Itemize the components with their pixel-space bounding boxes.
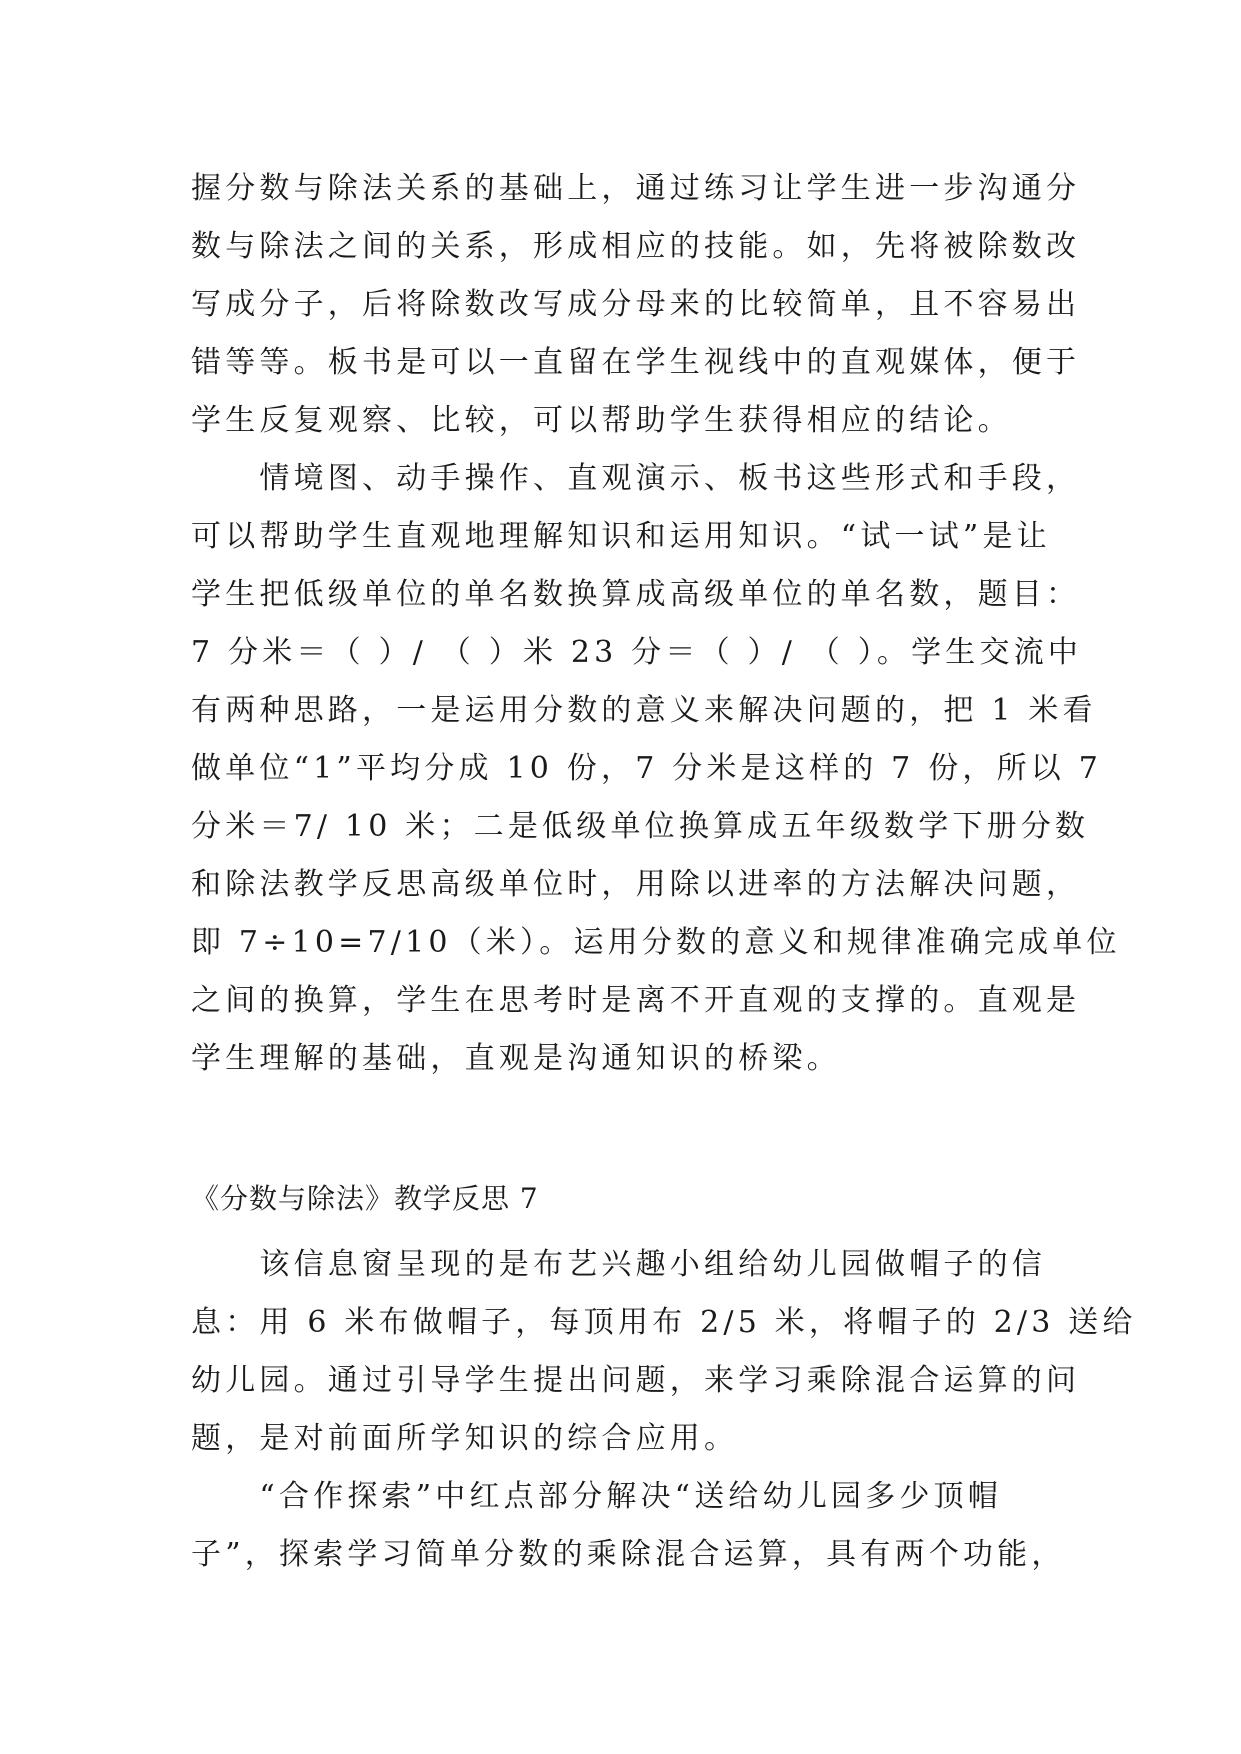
text-line: 分米＝7/ 10 米；二是低级单位换算成五年级数学下册分数 [191, 809, 1090, 844]
text-line: 错等等。板书是可以一直留在学生视线中的直观媒体，便于 [191, 345, 1081, 380]
text-line: 之间的换算，学生在思考时是离不开直观的支撑的。直观是 [191, 983, 1081, 1018]
text-line: 数与除法之间的关系，形成相应的技能。如，先将被除数改 [191, 229, 1081, 264]
text-line: 子”，探索学习简单分数的乘除混合运算，具有两个功能， [191, 1537, 1066, 1572]
text-line: 情境图、动手操作、直观演示、板书这些形式和手段， [191, 461, 1081, 496]
text-line: 学生理解的基础，直观是沟通知识的桥梁。 [191, 1041, 841, 1076]
text-line: 可以帮助学生直观地理解知识和运用知识。“试一试”是让 [191, 519, 1051, 554]
text-line: 学生反复观察、比较，可以帮助学生获得相应的结论。 [191, 403, 1012, 438]
text-line: 和除法教学反思高级单位时，用除以进率的方法解决问题， [191, 867, 1081, 902]
text-line: “合作探索”中红点部分解决“送给幼儿园多少顶帽 [191, 1479, 1003, 1514]
text-line: 写成分子，后将除数改写成分母来的比较简单，且不容易出 [191, 287, 1081, 322]
heading-gap [191, 1224, 1051, 1236]
text-line: 即 7÷10=7/10（米）。运用分数的意义和规律准确完成单位 [191, 925, 1121, 960]
section-spacer [191, 1088, 1051, 1174]
paragraph-block-2 [191, 1236, 1137, 1584]
document-page [191, 160, 1137, 1584]
section-heading: 《分数与除法》教学反思 7 [191, 1182, 539, 1215]
text-line: 该信息窗呈现的是布艺兴趣小组给幼儿园做帽子的信 [191, 1247, 1046, 1282]
paragraph-block-1 [191, 160, 1121, 1088]
text-line: 有两种思路，一是运用分数的意义来解决问题的，把 1 米看 [191, 693, 1097, 728]
text-line: 7 分米＝（ ）/ （ ）米 23 分＝（ ）/ （ ）。学生交流中 [191, 635, 1083, 670]
text-line: 学生把低级单位的单名数换算成高级单位的单名数，题目： [191, 577, 1081, 612]
text-line: 幼儿园。通过引导学生提出问题，来学习乘除混合运算的问 [191, 1363, 1081, 1398]
text-line: 握分数与除法关系的基础上，通过练习让学生进一步沟通分 [191, 171, 1081, 206]
text-line: 题，是对前面所学知识的综合应用。 [191, 1421, 739, 1456]
text-line: 息：用 6 米布做帽子，每顶用布 2/5 米，将帽子的 2/3 送给 [191, 1305, 1137, 1340]
text-line: 做单位“1”平均分成 10 份，7 分米是这样的 7 份，所以 7 [191, 751, 1103, 786]
